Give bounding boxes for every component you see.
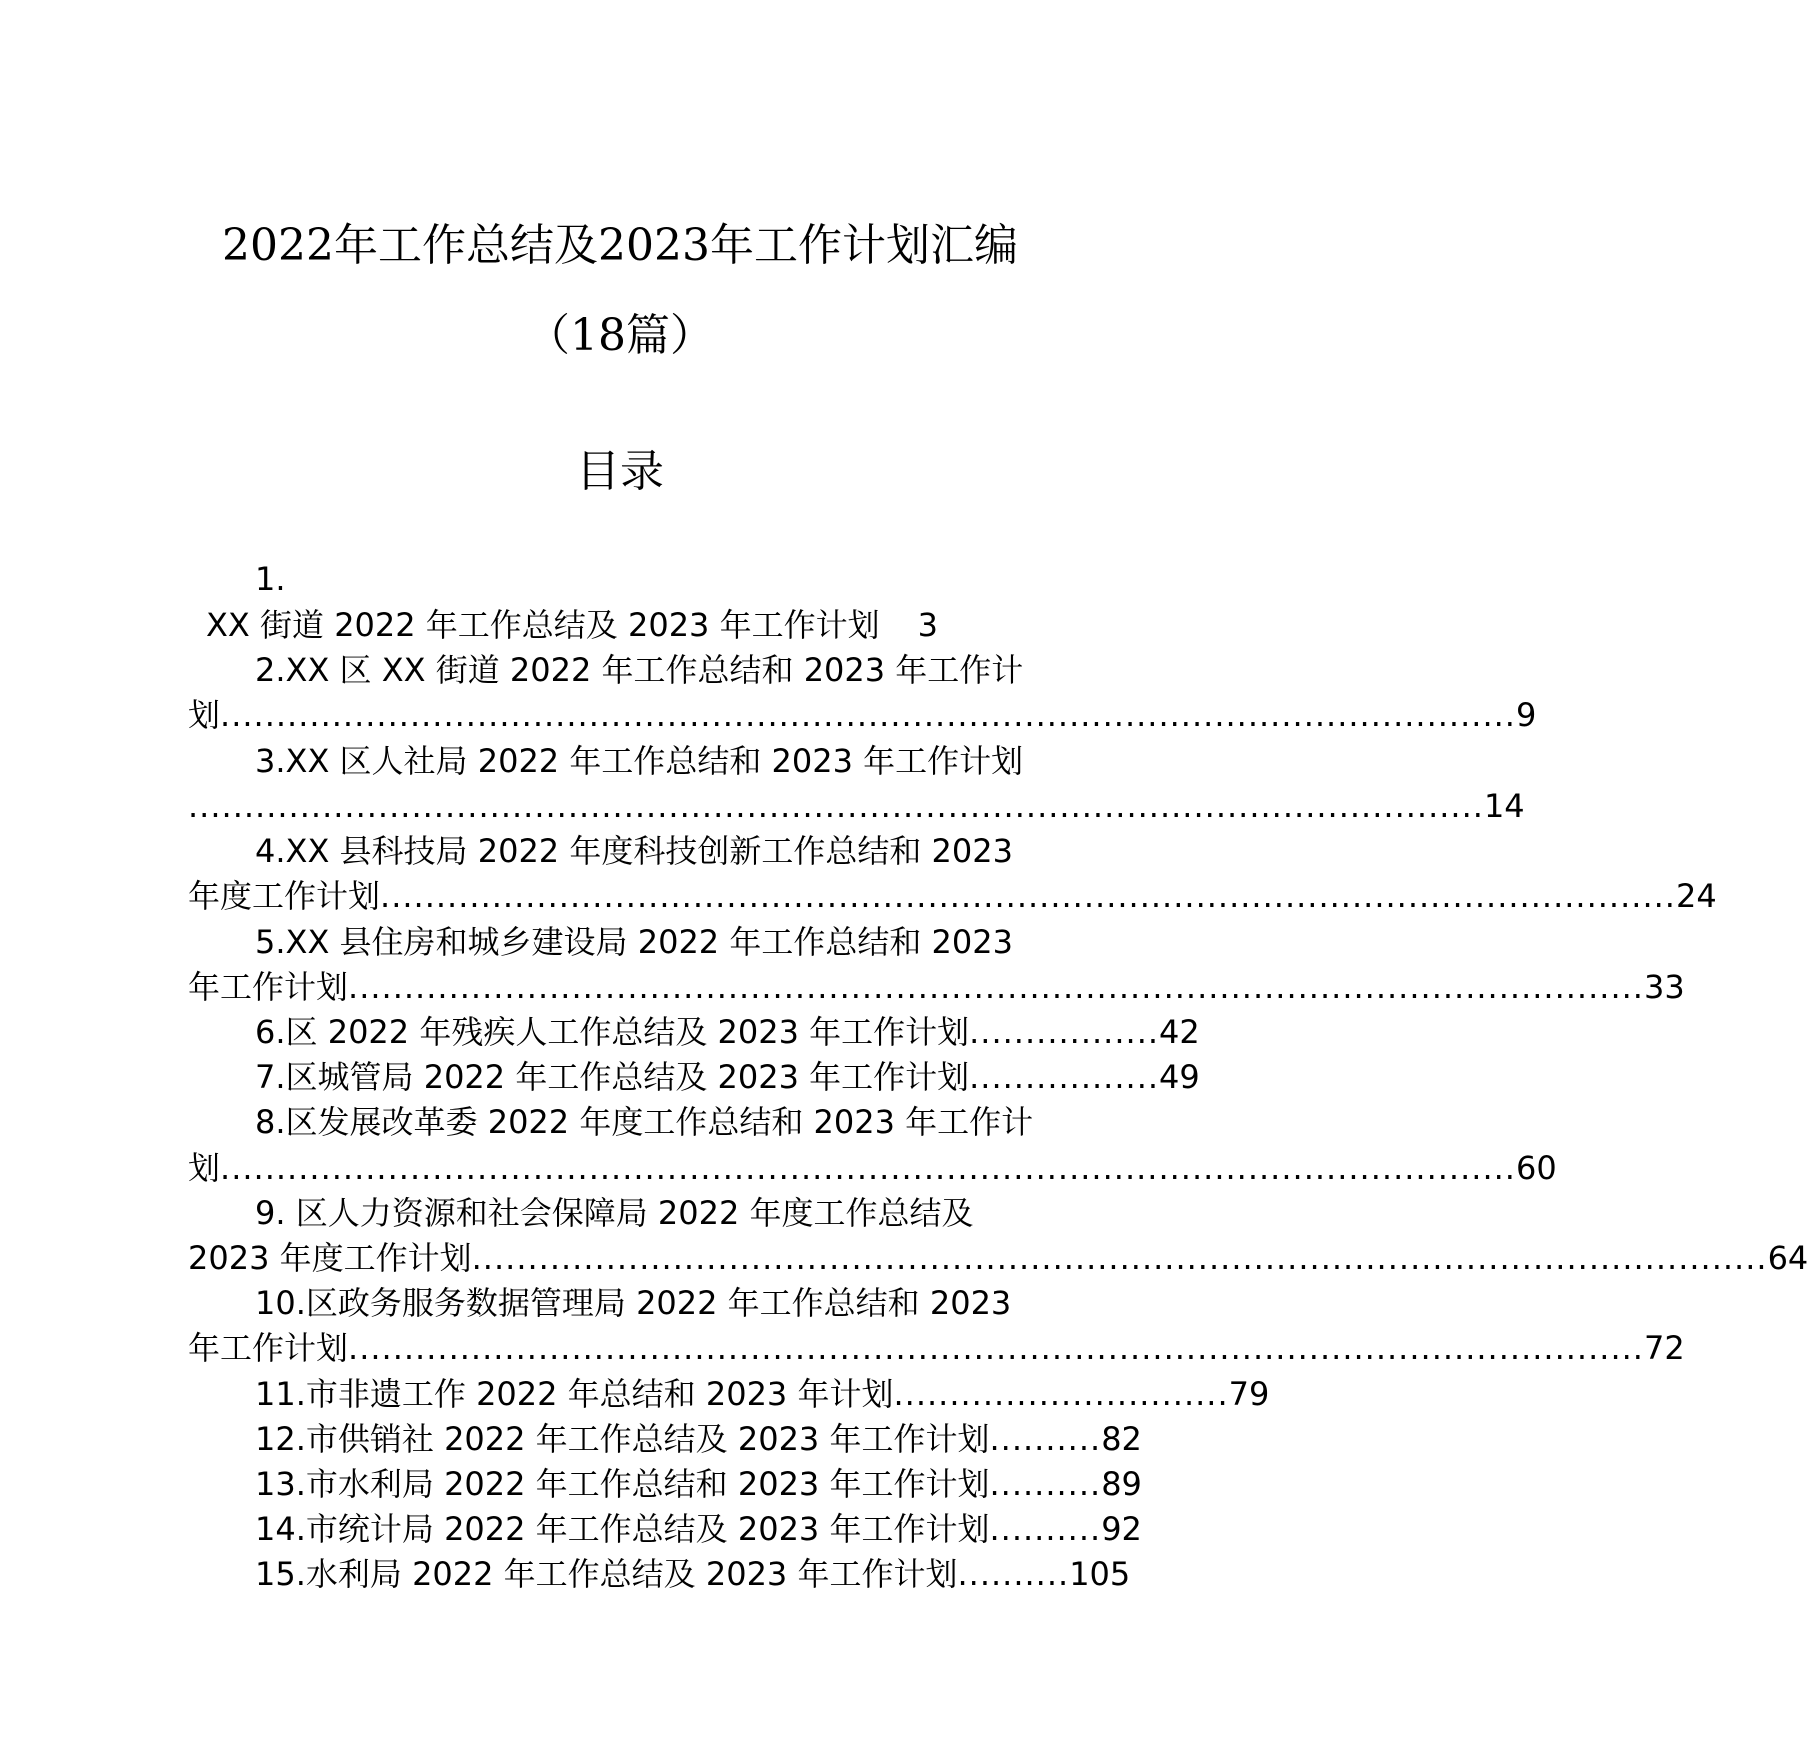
toc-entry-text: 2023 年度工作计划 — [188, 1239, 472, 1277]
toc-entry-text: XX 街道 2022 年工作总结及 2023 年工作计划 — [206, 606, 880, 644]
toc-entry-page: 79 — [1228, 1375, 1270, 1413]
toc-entry-page: 72 — [1643, 1329, 1685, 1367]
toc-entry-14[interactable] — [255, 1507, 1142, 1552]
toc-entry-8[interactable]: 8.区发展改革委 2022 年度工作总结和 2023 年工作计 — [255, 1103, 1034, 1141]
toc-entry-15[interactable] — [255, 1552, 1131, 1597]
toc-entry-2[interactable]: 2.XX 区 XX 街道 2022 年工作总结和 2023 年工作计 — [255, 651, 1024, 689]
toc-entry-4-leader-line[interactable] — [188, 874, 1717, 919]
toc-entry-page: 3 — [917, 606, 938, 644]
toc-entry-page: 42 — [1159, 1013, 1200, 1051]
toc-entry-text: 7.区城管局 2022 年工作总结及 2023 年工作计划 — [255, 1058, 970, 1096]
toc-entry-page: 24 — [1675, 877, 1717, 915]
toc-entry-text: 年工作计划 — [188, 1329, 349, 1367]
toc-entry-8-leader-line[interactable] — [188, 1146, 1557, 1191]
toc-heading: 目录 — [576, 446, 664, 497]
toc-entry-text: 12.市供销社 2022 年工作总结及 2023 年工作计划 — [255, 1420, 990, 1458]
toc-entry-10-leader-line[interactable] — [188, 1326, 1685, 1371]
toc-entry-text: 划 — [188, 696, 221, 734]
subtitle-count: 18 — [570, 310, 626, 361]
dot-leader: .......... — [989, 1420, 1102, 1458]
dot-leader: ................. — [969, 1013, 1160, 1051]
title-text-1: 年工作总结及 — [334, 220, 598, 271]
dot-leader: .................................................................................................................... — [220, 696, 1516, 734]
toc-entry-1-number[interactable]: 1. — [255, 560, 286, 598]
document-title — [0, 216, 1240, 276]
toc-entry-9[interactable]: 9. 区人力资源和社会保障局 2022 年度工作总结及 — [255, 1194, 974, 1232]
toc-entry-page: 49 — [1159, 1058, 1200, 1096]
toc-entry-1-title[interactable] — [206, 603, 948, 648]
dot-leader: .................................................................................................................... — [348, 968, 1644, 1006]
title-text-2: 年工作计划汇编 — [709, 220, 1018, 271]
toc-entry-page: 60 — [1515, 1149, 1557, 1187]
subtitle-open-paren: （ — [526, 310, 570, 361]
toc-entry-text: 6.区 2022 年残疾人工作总结及 2023 年工作计划 — [255, 1013, 970, 1051]
toc-entry-3[interactable]: 3.XX 区人社局 2022 年工作总结和 2023 年工作计划 — [255, 742, 1024, 780]
toc-entry-5-leader-line[interactable] — [188, 965, 1685, 1010]
dot-leader: .................................................................................................................... — [220, 1149, 1516, 1187]
toc-entry-5[interactable]: 5.XX 县住房和城乡建设局 2022 年工作总结和 2023 — [255, 923, 1013, 961]
toc-entry-text: 13.市水利局 2022 年工作总结和 2023 年工作计划 — [255, 1465, 990, 1503]
toc-entry-11[interactable] — [255, 1372, 1270, 1417]
dot-leader: .......... — [989, 1465, 1102, 1503]
dot-leader: .................................................................................................................... — [471, 1239, 1768, 1277]
dot-leader: .................................................................................................................... — [188, 787, 1484, 825]
toc-entry-3-leader-line[interactable] — [188, 784, 1525, 829]
dot-leader: ................. — [969, 1058, 1160, 1096]
toc-entry-page: 89 — [1101, 1465, 1142, 1503]
toc-entry-page: 82 — [1101, 1420, 1142, 1458]
toc-entry-page: 105 — [1069, 1555, 1131, 1593]
dot-leader: .............................. — [893, 1375, 1229, 1413]
toc-entry-text: 年工作计划 — [188, 968, 349, 1006]
toc-entry-text: 15.水利局 2022 年工作总结及 2023 年工作计划 — [255, 1555, 958, 1593]
toc-entry-13[interactable] — [255, 1462, 1142, 1507]
toc-entry-text: 11.市非遗工作 2022 年总结和 2023 年计划 — [255, 1375, 894, 1413]
subtitle-text: 篇） — [626, 310, 714, 361]
toc-entry-page: 92 — [1101, 1510, 1142, 1548]
toc-entry-2-leader-line[interactable] — [188, 693, 1537, 738]
toc-entry-9-leader-line[interactable] — [188, 1236, 1808, 1281]
toc-entry-text: 年度工作计划 — [188, 877, 381, 915]
toc-entry-4[interactable]: 4.XX 县科技局 2022 年度科技创新工作总结和 2023 — [255, 832, 1013, 870]
title-year-2022: 2022 — [222, 220, 334, 271]
title-year-2023: 2023 — [598, 220, 710, 271]
toc-entry-10[interactable]: 10.区政务服务数据管理局 2022 年工作总结和 2023 — [255, 1284, 1012, 1322]
toc-entry-page: 14 — [1483, 787, 1525, 825]
toc-entry-7[interactable] — [255, 1055, 1200, 1100]
toc-entry-text: 划 — [188, 1149, 221, 1187]
dot-leader: .................................................................................................................... — [380, 877, 1676, 915]
toc-entry-page: 33 — [1643, 968, 1685, 1006]
dot-leader: .......... — [989, 1510, 1102, 1548]
toc-entry-12[interactable] — [255, 1417, 1142, 1462]
toc-entry-text: 14.市统计局 2022 年工作总结及 2023 年工作计划 — [255, 1510, 990, 1548]
document-subtitle — [0, 306, 1240, 366]
toc-entry-6[interactable] — [255, 1010, 1200, 1055]
dot-leader: .................................................................................................................... — [348, 1329, 1644, 1367]
toc-entry-page: 64 — [1767, 1239, 1808, 1277]
dot-leader: .......... — [957, 1555, 1070, 1593]
toc-entry-page: 9 — [1515, 696, 1537, 734]
